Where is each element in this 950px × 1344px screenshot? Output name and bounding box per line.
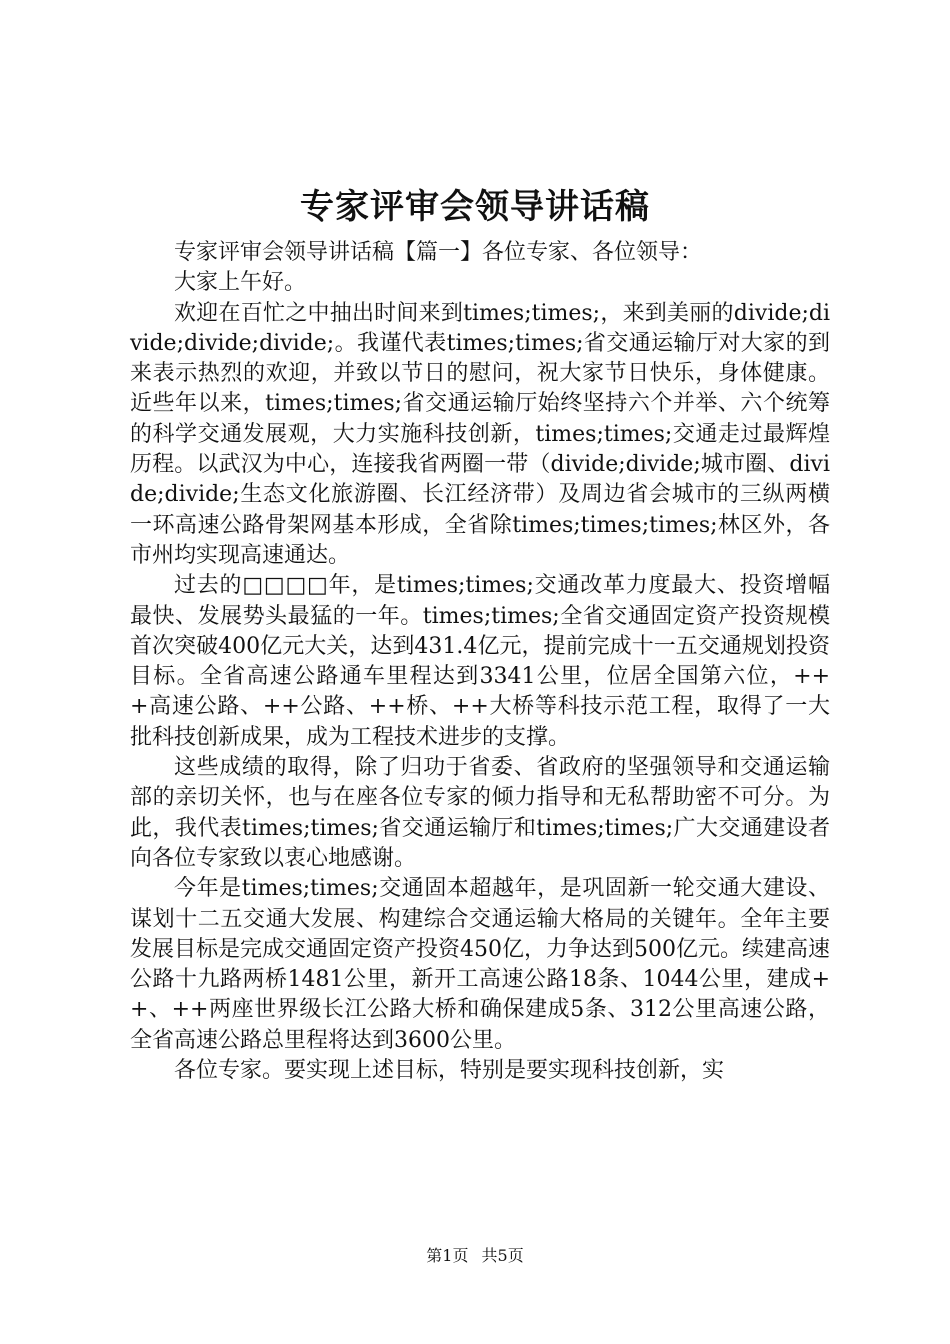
document-title: 专家评审会领导讲话稿 — [300, 187, 650, 227]
page-total: 共5页 — [481, 1246, 524, 1265]
document-body — [130, 238, 830, 1086]
paragraph-4: 过去的□□□□年，是times;times;交通改革力度最大、投资增幅最快、发展势头最猛的一年。times;times;全省交通固定资产投资规模首次突破400亿元大关，达到431.4亿元，提前完成十一五交通规划投资目标。全省高速公路通车里程达到3341公里，位居全国第六位，+++高速公路、++公路、++桥、++大桥等科技示范工程，取得了一大批科技创新成果，成为工程技术进步的支撑。 — [130, 573, 830, 750]
paragraph-7: 各位专家。要实现上述目标，特别是要实现科技创新，实 — [174, 1058, 725, 1084]
paragraph-6: 今年是times;times;交通固本超越年，是巩固新一轮交通大建设、谋划十二五交通大发展、构建综合交通运输大格局的关键年。全年主要发展目标是完成交通固定资产投资450亿，力争达到500亿元。续建高速公路十九路两桥1481公里，新开工高速公路18条、1044公里，建成++、++两座世界级长江公路大桥和确保建成5条、312公里高速公路，全省高速公路总里程将达到3600公里。 — [130, 876, 830, 1053]
page-number: 第1页 — [426, 1246, 469, 1265]
page-footer — [0, 1244, 950, 1268]
paragraph-3: 欢迎在百忙之中抽出时间来到times;times;，来到美丽的divide;divide;divide;divide;。我谨代表times;times;省交通运输厅对大家的到来表示热烈的欢迎，并致以节日的慰问，祝大家节日快乐，身体健康。近些年以来，times;times;省交通运输厅始终坚持六个并举、六个统筹的科学交通发展观，大力实施科技创新，times;times;交通走过最辉煌历程。以武汉为中心，连接我省两圈一带（divide;divide;城市圈、divide;divide;生态文化旅游圈、长江经济带）及周边省会城市的三纵两横一环高速公路骨架网基本形成，全省除times;times;times;林区外，各市州均实现高速通达。 — [130, 300, 830, 568]
paragraph-2: 大家上午好。 — [174, 270, 307, 296]
paragraph-1: 专家评审会领导讲话稿【篇一】各位专家、各位领导： — [174, 240, 703, 265]
paragraph-5: 这些成绩的取得，除了归功于省委、省政府的坚强领导和交通运输部的亲切关怀，也与在座各位专家的倾力指导和无私帮助密不可分。为此，我代表times;times;省交通运输厅和times;times;广大交通建设者向各位专家致以衷心地感谢。 — [130, 755, 830, 871]
